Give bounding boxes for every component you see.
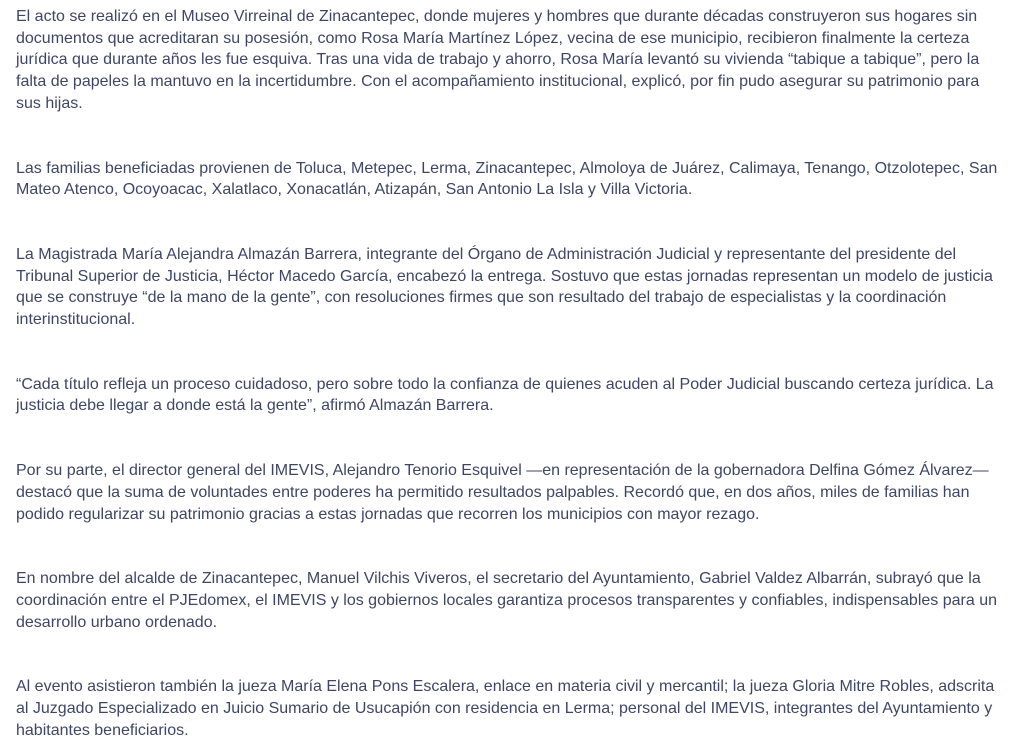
article-paragraph: Por su parte, el director general del IMEVIS, Alejandro Tenorio Esquivel —en representación de la gobernadora Delfina Gómez Álvarez— destacó que la suma de voluntades entre poderes ha permitido resultados palpables. Recordó que, en dos años, miles de familias han podido regularizar su patrimonio gracias a estas jornadas que recorren los municipios con mayor rezago. (16, 462, 989, 523)
article-paragraph: El acto se realizó en el Museo Virreinal de Zinacantepec, donde mujeres y hombres que durante décadas construyeron sus hogares sin documentos que acreditaran su posesión, como Rosa María Martínez López, vecina de ese municipio, recibieron finalmente la certeza jurídica que durante años les fue esquiva. Tras una vida de trabajo y ahorro, Rosa María levantó su vivienda “tabique a tabique”, pero la falta de papeles la mantuvo en la incertidumbre. Con el acompañamiento institucional, explicó, por fin pudo asegurar su patrimonio para sus hijas. (16, 8, 980, 112)
article-paragraph: La Magistrada María Alejandra Almazán Barrera, integrante del Órgano de Administración Judicial y representante del presidente del Tribunal Superior de Justicia, Héctor Macedo García, encabezó la entrega. Sostuvo que estas jornadas representan un modelo de justicia que se construye “de la mano de la gente”, con resoluciones firmes que son resultado del trabajo de especialistas y la coordinación interinstitucional. (16, 245, 993, 329)
article-paragraph: “Cada título refleja un proceso cuidadoso, pero sobre todo la confianza de quienes acuden al Poder Judicial buscando certeza jurídica. La justicia debe llegar a donde está la gente”, afirmó Almazán Barrera. (16, 375, 994, 415)
article-paragraph: En nombre del alcalde de Zinacantepec, Manuel Vilchis Viveros, el secretario del Ayuntamiento, Gabriel Valdez Albarrán, subrayó que la coordinación entre el PJEdomex, el IMEVIS y los gobiernos locales garantiza procesos transparentes y confiables, indispensables para un desarrollo urbano ordenado. (16, 570, 997, 631)
article-paragraph: Las familias beneficiadas provienen de Toluca, Metepec, Lerma, Zinacantepec, Almoloya de Juárez, Calimaya, Tenango, Otzolotepec, San Mateo Atenco, Ocoyoacac, Xalatlaco, Xonacatlán, Atizapán, San Antonio La Isla y Villa Victoria. (16, 159, 998, 199)
article-paragraph: Al evento asistieron también la jueza María Elena Pons Escalera, enlace en materia civil y mercantil; la jueza Gloria Mitre Robles, adscrita al Juzgado Especializado en Juicio Sumario de Usucapión con residencia en Lerma; personal del IMEVIS, integrantes del Ayuntamiento y habitantes beneficiarios. (16, 678, 995, 739)
